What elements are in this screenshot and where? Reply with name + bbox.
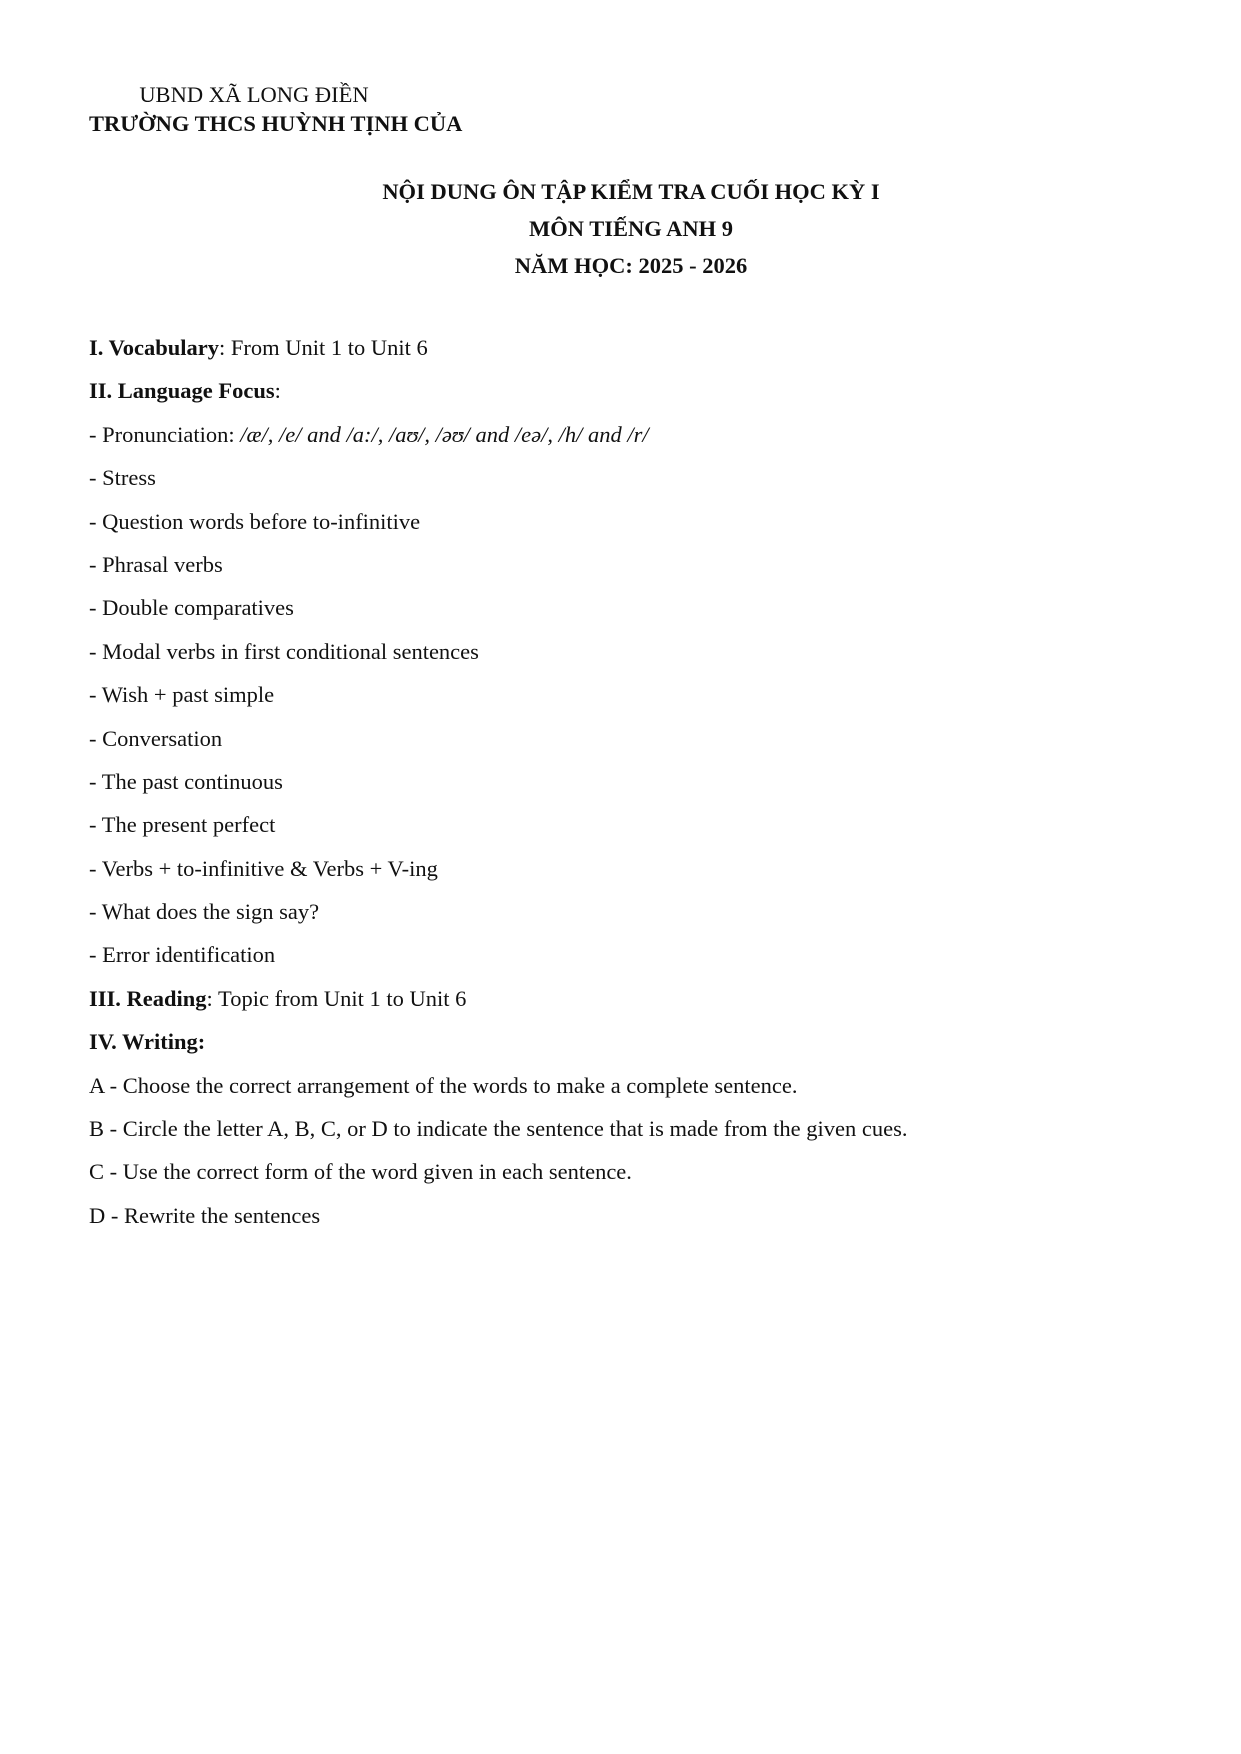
list-item: - The past continuous <box>89 768 283 794</box>
list-item: - Wish + past simple <box>89 682 275 708</box>
reading-text: : Topic from Unit 1 to Unit 6 <box>206 985 467 1011</box>
document-body <box>89 326 1189 1237</box>
school-name: TRƯỜNG THCS HUỲNH TỊNH CỦA <box>89 111 463 136</box>
pronunciation-item <box>89 413 1189 456</box>
writing-item: C - Use the correct form of the word given in each sentence. <box>89 1159 632 1185</box>
writing-item: D - Rewrite the sentences <box>89 1202 321 1228</box>
writing-heading: IV. Writing: <box>89 1029 206 1055</box>
language-focus-heading: II. Language Focus <box>89 378 275 404</box>
pronunciation-sounds: /æ/, /e/ and /a:/, /aʊ/, /əʊ/ and /eə/, /h/ and /r/ <box>240 421 649 447</box>
list-item: - Modal verbs in first conditional sentences <box>89 638 479 664</box>
list-item: - Double comparatives <box>89 595 294 621</box>
list-item: - Conversation <box>89 725 223 751</box>
vocabulary-section <box>89 326 1189 369</box>
school-header <box>89 80 529 138</box>
reading-section <box>89 977 1189 1020</box>
list-item: - What does the sign say? <box>89 899 320 925</box>
vocabulary-heading: I. Vocabulary <box>89 335 220 360</box>
list-item: - The present perfect <box>89 812 276 838</box>
list-item: - Phrasal verbs <box>89 551 223 577</box>
document-title <box>0 173 1241 284</box>
writing-section <box>89 1020 1189 1063</box>
title-line-2: MÔN TIẾNG ANH 9 <box>529 216 733 241</box>
pronunciation-label: - Pronunciation: <box>89 421 241 447</box>
list-item: - Error identification <box>89 942 276 968</box>
writing-item: B - Circle the letter A, B, C, or D to indicate the sentence that is made from the given cues. <box>89 1116 908 1142</box>
title-line-1: NỘI DUNG ÔN TẬP KIỂM TRA CUỐI HỌC KỲ I <box>382 179 880 204</box>
title-line-3: NĂM HỌC: 2025 - 2026 <box>514 253 748 278</box>
writing-item: A - Choose the correct arrangement of the words to make a complete sentence. <box>89 1072 798 1098</box>
list-item: - Question words before to-infinitive <box>89 508 421 534</box>
language-focus-section <box>89 369 1189 412</box>
language-focus-suffix: : <box>274 378 281 404</box>
reading-heading: III. Reading <box>89 985 207 1011</box>
vocabulary-text: : From Unit 1 to Unit 6 <box>219 335 428 360</box>
list-item: - Stress <box>89 465 156 491</box>
authority-name: UBND XÃ LONG ĐIỀN <box>139 82 369 107</box>
list-item: - Verbs + to-infinitive & Verbs + V-ing <box>89 855 438 881</box>
